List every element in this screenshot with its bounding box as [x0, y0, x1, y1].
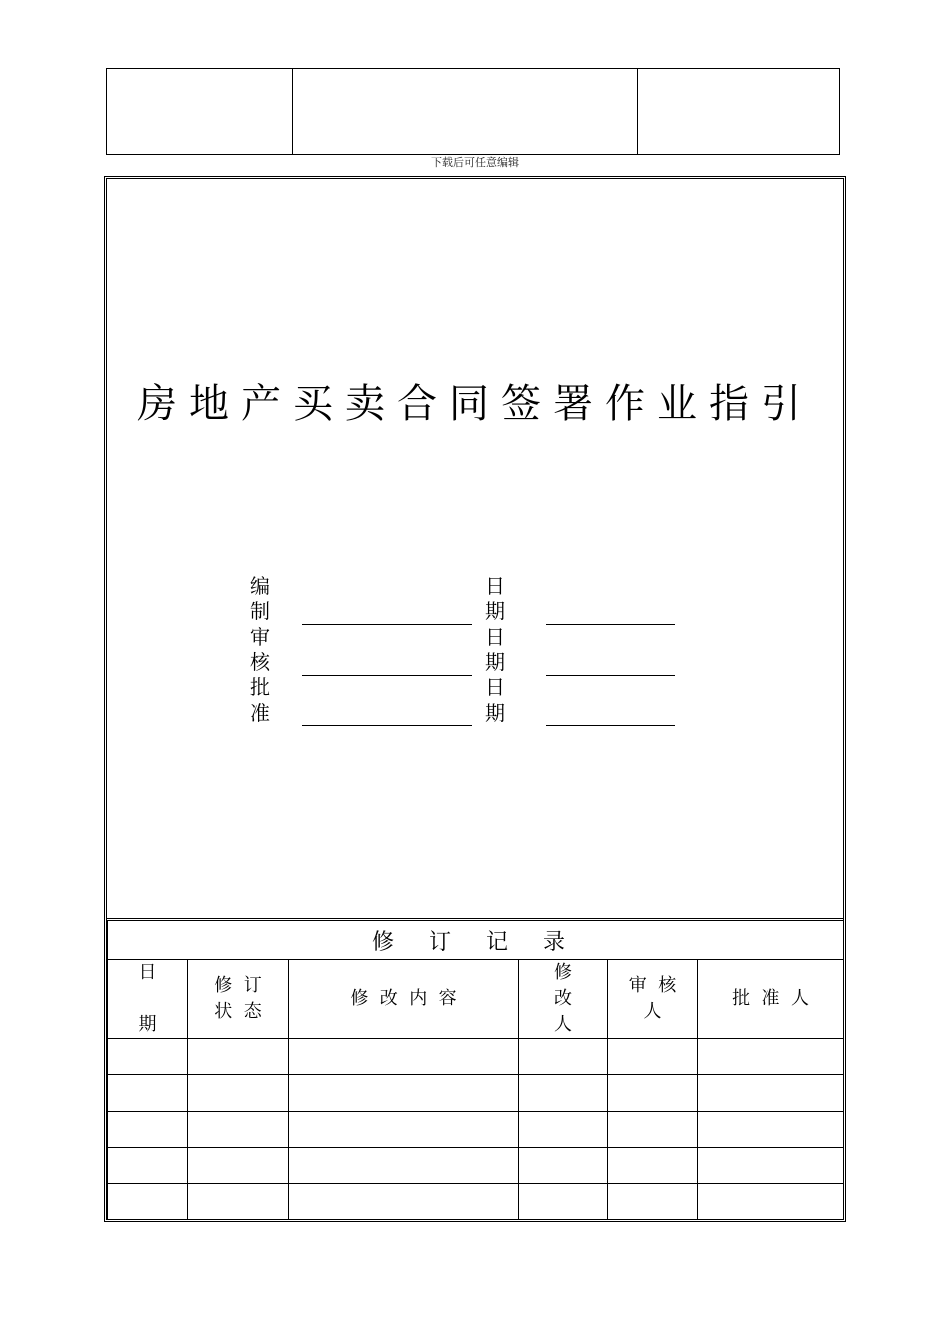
column-header-reviewer: 审 核 人	[608, 960, 698, 1039]
table-cell[interactable]	[608, 1039, 698, 1075]
table-row	[108, 1111, 844, 1147]
column-header-date: 日 期	[108, 960, 188, 1039]
table-cell[interactable]	[289, 1075, 519, 1111]
table-cell[interactable]	[519, 1147, 608, 1183]
table-cell[interactable]	[188, 1183, 289, 1219]
review-date-line[interactable]	[546, 675, 675, 676]
table-cell[interactable]	[519, 1039, 608, 1075]
compiler-signature-line[interactable]	[302, 624, 472, 625]
table-cell[interactable]	[188, 1111, 289, 1147]
table-cell[interactable]	[519, 1111, 608, 1147]
signoff-label-left: 批	[250, 675, 270, 699]
revision-title: 修 订 记 录	[108, 920, 844, 960]
signoff-label-right: 日	[485, 574, 505, 598]
approve-date-line[interactable]	[546, 725, 675, 726]
table-cell[interactable]	[698, 1075, 844, 1111]
table-row	[108, 1039, 844, 1075]
table-cell[interactable]	[289, 1111, 519, 1147]
table-cell[interactable]	[188, 1075, 289, 1111]
revision-table	[107, 918, 844, 1220]
signoff-label-right: 日	[485, 675, 505, 699]
approver-signature-line[interactable]	[302, 725, 472, 726]
signoff-label-right: 期	[485, 701, 505, 725]
column-header-status: 修 订 状 态	[188, 960, 289, 1039]
table-cell[interactable]	[608, 1111, 698, 1147]
table-cell[interactable]	[519, 1075, 608, 1111]
column-header-modifier: 修 改 人	[519, 960, 608, 1039]
signoff-label-left: 准	[250, 701, 270, 725]
table-cell[interactable]	[108, 1039, 188, 1075]
table-row	[108, 1147, 844, 1183]
table-cell[interactable]	[108, 1147, 188, 1183]
table-row	[108, 1075, 844, 1111]
document-title: 房地产买卖合同签署作业指引	[137, 381, 813, 427]
table-cell[interactable]	[608, 1183, 698, 1219]
header-cell-left	[107, 69, 293, 154]
table-cell[interactable]	[698, 1183, 844, 1219]
signoff-label-right: 日	[485, 625, 505, 649]
table-cell[interactable]	[188, 1147, 289, 1183]
header-cell-middle	[293, 69, 638, 154]
table-cell[interactable]	[698, 1039, 844, 1075]
compile-date-line[interactable]	[546, 624, 675, 625]
column-header-content: 修 改 内 容	[289, 960, 519, 1039]
signoff-label-left: 核	[250, 650, 270, 674]
header-cell-right	[638, 69, 839, 154]
column-header-approver: 批 准 人	[698, 960, 844, 1039]
table-row	[108, 1183, 844, 1219]
table-cell[interactable]	[289, 1183, 519, 1219]
table-cell[interactable]	[289, 1039, 519, 1075]
signoff-label-left: 制	[250, 599, 270, 623]
signoff-label-right: 期	[485, 599, 505, 623]
reviewer-signature-line[interactable]	[302, 675, 472, 676]
signoff-label-right: 期	[485, 650, 505, 674]
header-table	[106, 68, 840, 155]
table-cell[interactable]	[608, 1147, 698, 1183]
table-cell[interactable]	[519, 1183, 608, 1219]
table-cell[interactable]	[698, 1111, 844, 1147]
table-cell[interactable]	[108, 1111, 188, 1147]
table-cell[interactable]	[108, 1075, 188, 1111]
table-cell[interactable]	[698, 1147, 844, 1183]
signoff-label-left: 审	[250, 625, 270, 649]
table-cell[interactable]	[108, 1183, 188, 1219]
signoff-label-left: 编	[250, 574, 270, 598]
table-cell[interactable]	[608, 1075, 698, 1111]
header-note: 下载后可任意编辑	[431, 156, 519, 169]
table-cell[interactable]	[188, 1039, 289, 1075]
table-cell[interactable]	[289, 1147, 519, 1183]
